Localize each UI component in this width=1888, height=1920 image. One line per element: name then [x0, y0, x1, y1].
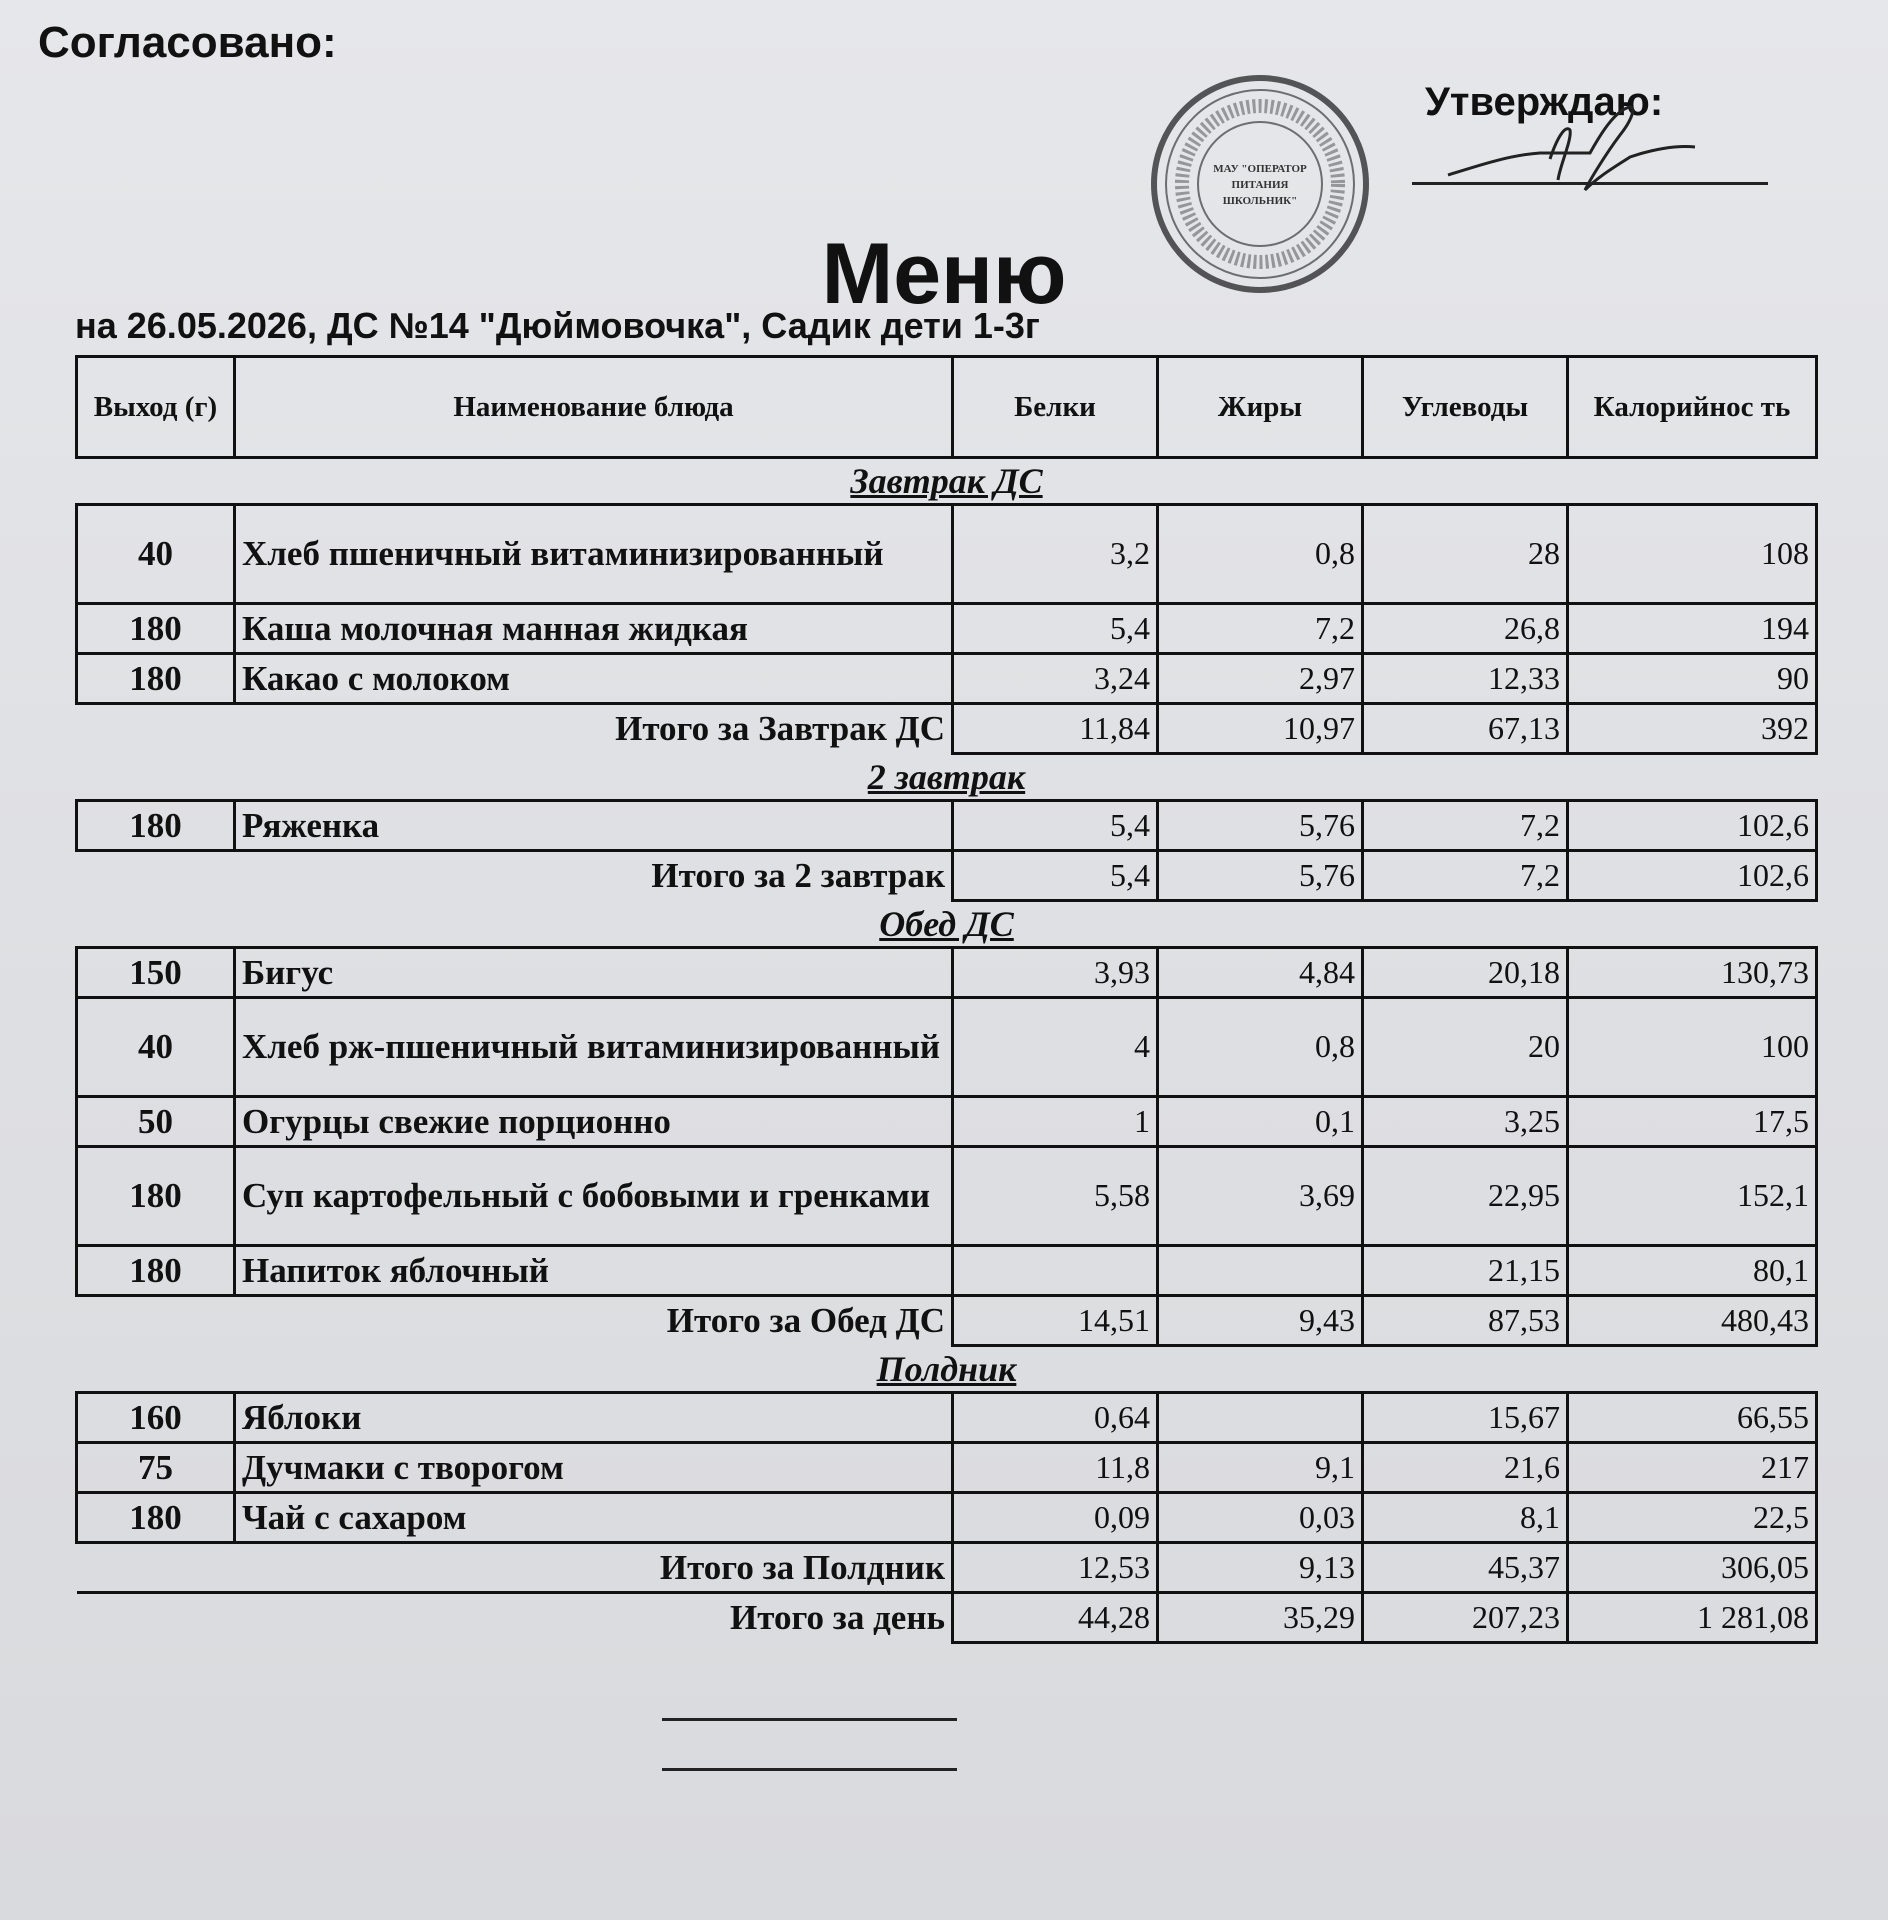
row-yield: 75 — [77, 1443, 235, 1493]
row-carbs: 3,25 — [1363, 1097, 1568, 1147]
row-dish-name: Чай с сахаром — [235, 1493, 953, 1543]
table-row — [77, 998, 1817, 1097]
total-carbs: 67,13 — [1363, 704, 1568, 754]
row-carbs: 26,8 — [1363, 604, 1568, 654]
row-carbs: 7,2 — [1363, 801, 1568, 851]
row-protein: 5,58 — [953, 1147, 1158, 1246]
row-protein: 1 — [953, 1097, 1158, 1147]
blank-signature-line — [662, 1718, 957, 1721]
row-calories: 66,55 — [1568, 1393, 1817, 1443]
total-fat: 9,43 — [1158, 1296, 1363, 1346]
confirm-label: Утверждаю: — [1425, 80, 1664, 124]
row-fat: 2,97 — [1158, 654, 1363, 704]
total-label: Итого за 2 завтрак — [651, 856, 945, 896]
signature-line — [1412, 182, 1768, 185]
total-calories: 392 — [1568, 704, 1817, 754]
total-protein: 14,51 — [953, 1296, 1158, 1346]
document-title: Меню — [821, 226, 1067, 322]
row-protein: 0,09 — [953, 1493, 1158, 1543]
row-yield: 180 — [77, 654, 235, 704]
day-total-fat: 35,29 — [1158, 1593, 1363, 1643]
row-calories: 22,5 — [1568, 1493, 1817, 1543]
row-protein: 0,64 — [953, 1393, 1158, 1443]
section-total-row — [77, 1296, 1817, 1346]
row-yield: 180 — [77, 1493, 235, 1543]
row-carbs: 20 — [1363, 998, 1568, 1097]
row-fat — [1158, 1393, 1363, 1443]
approved-label: Согласовано: — [38, 18, 337, 67]
table-row — [77, 505, 1817, 604]
table-row — [77, 1393, 1817, 1443]
section-total-row — [77, 851, 1817, 901]
row-protein: 3,93 — [953, 948, 1158, 998]
row-calories: 102,6 — [1568, 801, 1817, 851]
table-row — [77, 948, 1817, 998]
signature — [1440, 95, 1700, 215]
row-dish-name: Бигус — [235, 948, 953, 998]
day-total-row — [77, 1593, 1817, 1643]
table-row — [77, 604, 1817, 654]
row-yield: 150 — [77, 948, 235, 998]
col-yield-header: Выход (г) — [77, 357, 235, 458]
row-carbs: 22,95 — [1363, 1147, 1568, 1246]
total-label: Итого за Завтрак ДС — [615, 709, 945, 749]
table-row — [77, 1097, 1817, 1147]
row-carbs: 20,18 — [1363, 948, 1568, 998]
row-carbs: 15,67 — [1363, 1393, 1568, 1443]
total-protein: 5,4 — [953, 851, 1158, 901]
table-row — [77, 1147, 1817, 1246]
day-total-carbs: 207,23 — [1363, 1593, 1568, 1643]
row-dish-name: Суп картофельный с бобовыми и гренками — [235, 1147, 953, 1246]
row-calories: 108 — [1568, 505, 1817, 604]
section-title: 2 завтрак — [867, 757, 1026, 797]
svg-text:ШКОЛЬНИК": ШКОЛЬНИК" — [1222, 195, 1298, 207]
section-total-row — [77, 704, 1817, 754]
row-yield: 40 — [77, 998, 235, 1097]
row-carbs: 21,15 — [1363, 1246, 1568, 1296]
day-total-label: Итого за день — [77, 1593, 953, 1643]
day-total-protein: 44,28 — [953, 1593, 1158, 1643]
row-dish-name: Хлеб пшеничный витаминизированный — [235, 505, 953, 604]
row-yield: 180 — [77, 1246, 235, 1296]
total-calories: 480,43 — [1568, 1296, 1817, 1346]
row-yield: 180 — [77, 1147, 235, 1246]
row-yield: 180 — [77, 604, 235, 654]
total-carbs: 45,37 — [1363, 1543, 1568, 1593]
row-yield: 50 — [77, 1097, 235, 1147]
col-name-header: Наименование блюда — [235, 357, 953, 458]
col-carbs-header: Углеводы — [1363, 357, 1568, 458]
table-row — [77, 1443, 1817, 1493]
table-row — [77, 801, 1817, 851]
total-protein: 12,53 — [953, 1543, 1158, 1593]
row-fat: 9,1 — [1158, 1443, 1363, 1493]
row-protein: 3,2 — [953, 505, 1158, 604]
row-calories: 152,1 — [1568, 1147, 1817, 1246]
document-subtitle: на 26.05.2026, ДС №14 "Дюймовочка", Садик дети 1-3г — [75, 305, 1040, 346]
row-calories: 130,73 — [1568, 948, 1817, 998]
col-fat-header: Жиры — [1158, 357, 1363, 458]
row-calories: 90 — [1568, 654, 1817, 704]
row-fat: 5,76 — [1158, 801, 1363, 851]
table-header-row — [77, 357, 1817, 458]
row-carbs: 21,6 — [1363, 1443, 1568, 1493]
row-fat: 7,2 — [1158, 604, 1363, 654]
row-calories: 17,5 — [1568, 1097, 1817, 1147]
total-fat: 10,97 — [1158, 704, 1363, 754]
section-title: Завтрак ДС — [850, 461, 1043, 501]
row-protein: 5,4 — [953, 801, 1158, 851]
row-dish-name: Какао с молоком — [235, 654, 953, 704]
row-fat: 0,1 — [1158, 1097, 1363, 1147]
row-calories: 194 — [1568, 604, 1817, 654]
row-yield: 180 — [77, 801, 235, 851]
section-title: Обед ДС — [879, 904, 1014, 944]
row-calories: 217 — [1568, 1443, 1817, 1493]
svg-text:ПИТАНИЯ: ПИТАНИЯ — [1231, 179, 1289, 191]
table-row — [77, 1493, 1817, 1543]
day-total-calories: 1 281,08 — [1568, 1593, 1817, 1643]
row-fat: 0,8 — [1158, 998, 1363, 1097]
row-dish-name: Хлеб рж-пшеничный витаминизированный — [235, 998, 953, 1097]
total-fat: 9,13 — [1158, 1543, 1363, 1593]
row-dish-name: Огурцы свежие порционно — [235, 1097, 953, 1147]
row-carbs: 28 — [1363, 505, 1568, 604]
row-dish-name: Напиток яблочный — [235, 1246, 953, 1296]
col-calories-header: Калорийнос ть — [1568, 357, 1817, 458]
row-dish-name: Каша молочная манная жидкая — [235, 604, 953, 654]
total-label: Итого за Обед ДС — [666, 1301, 945, 1341]
row-protein: 11,8 — [953, 1443, 1158, 1493]
row-fat: 3,69 — [1158, 1147, 1363, 1246]
row-protein — [953, 1246, 1158, 1296]
row-fat: 0,8 — [1158, 505, 1363, 604]
svg-text:МАУ "ОПЕРАТОР: МАУ "ОПЕРАТОР — [1213, 163, 1307, 175]
section-title: Полдник — [876, 1349, 1017, 1389]
total-carbs: 87,53 — [1363, 1296, 1568, 1346]
total-carbs: 7,2 — [1363, 851, 1568, 901]
row-protein: 3,24 — [953, 654, 1158, 704]
menu-table — [75, 355, 1818, 1644]
table-row — [77, 654, 1817, 704]
row-yield: 40 — [77, 505, 235, 604]
total-calories: 306,05 — [1568, 1543, 1817, 1593]
row-carbs: 12,33 — [1363, 654, 1568, 704]
row-fat — [1158, 1246, 1363, 1296]
table-row — [77, 1246, 1817, 1296]
col-protein-header: Белки — [953, 357, 1158, 458]
row-carbs: 8,1 — [1363, 1493, 1568, 1543]
row-protein: 4 — [953, 998, 1158, 1097]
row-calories: 100 — [1568, 998, 1817, 1097]
total-label: Итого за Полдник — [659, 1547, 945, 1587]
blank-signature-line — [662, 1768, 957, 1771]
row-dish-name: Ряженка — [235, 801, 953, 851]
row-fat: 4,84 — [1158, 948, 1363, 998]
total-calories: 102,6 — [1568, 851, 1817, 901]
total-fat: 5,76 — [1158, 851, 1363, 901]
row-protein: 5,4 — [953, 604, 1158, 654]
row-fat: 0,03 — [1158, 1493, 1363, 1543]
row-yield: 160 — [77, 1393, 235, 1443]
total-protein: 11,84 — [953, 704, 1158, 754]
section-total-row — [77, 1543, 1817, 1593]
row-dish-name: Яблоки — [235, 1393, 953, 1443]
row-calories: 80,1 — [1568, 1246, 1817, 1296]
row-dish-name: Дучмаки с творогом — [235, 1443, 953, 1493]
